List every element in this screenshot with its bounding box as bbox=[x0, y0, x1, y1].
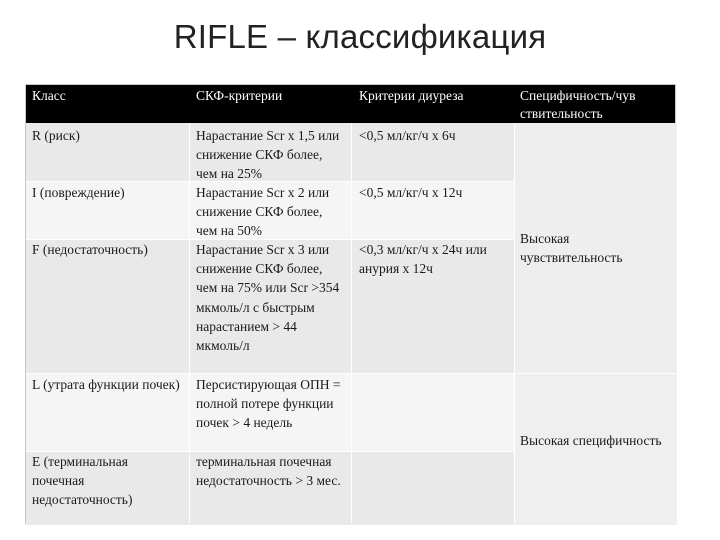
cell-urine-i: <0,5 мл/кг/ч х 12ч bbox=[359, 185, 463, 200]
table-header bbox=[26, 85, 675, 123]
header-class: Класс bbox=[32, 88, 66, 103]
cell-gfr-f: Нарастание Scr х 3 или снижение СКФ более, чем на 75% или Scr >354 мкмоль/л с быстрым нарастанием > 44 мкмоль/л bbox=[196, 242, 340, 354]
cell-class-i: I (повреждение) bbox=[32, 185, 125, 200]
rifle-table bbox=[25, 84, 676, 524]
header-gfr-criteria: СКФ-критерии bbox=[196, 88, 283, 103]
cell-class-r: R (риск) bbox=[32, 128, 80, 143]
cell-gfr-e: терминальная почечная недостаточность > 3 мес. bbox=[196, 454, 341, 489]
cell-urine-f: <0,3 мл/кг/ч х 24ч или анурия х 12ч bbox=[359, 242, 487, 277]
sensitivity-note: Высокая чувствительность bbox=[520, 231, 623, 266]
column-divider bbox=[514, 123, 515, 523]
cell-class-f: F (недостаточность) bbox=[32, 242, 148, 257]
page-title: RIFLE – классификация bbox=[173, 18, 547, 55]
specificity-note: Высокая специфичность bbox=[520, 433, 662, 448]
cell-gfr-l: Персистирующая ОПН = полной потере функции почек > 4 недель bbox=[196, 377, 341, 431]
row-divider bbox=[26, 373, 677, 374]
column-divider bbox=[189, 123, 190, 523]
header-specificity: Специфичность/чув ствительность bbox=[520, 88, 636, 121]
cell-gfr-r: Нарастание Scr х 1,5 или снижение СКФ более, чем на 25% bbox=[196, 128, 340, 182]
header-urine-criteria: Критерии диуреза bbox=[359, 88, 464, 103]
cell-gfr-i: Нарастание Scr х 2 или снижение СКФ более, чем на 50% bbox=[196, 185, 330, 239]
cell-class-l: L (утрата функции почек) bbox=[32, 377, 180, 392]
cell-urine-r: <0,5 мл/кг/ч х 6ч bbox=[359, 128, 456, 143]
column-divider bbox=[351, 123, 352, 523]
cell-class-e: E (терминальная почечная недостаточность) bbox=[32, 454, 133, 508]
